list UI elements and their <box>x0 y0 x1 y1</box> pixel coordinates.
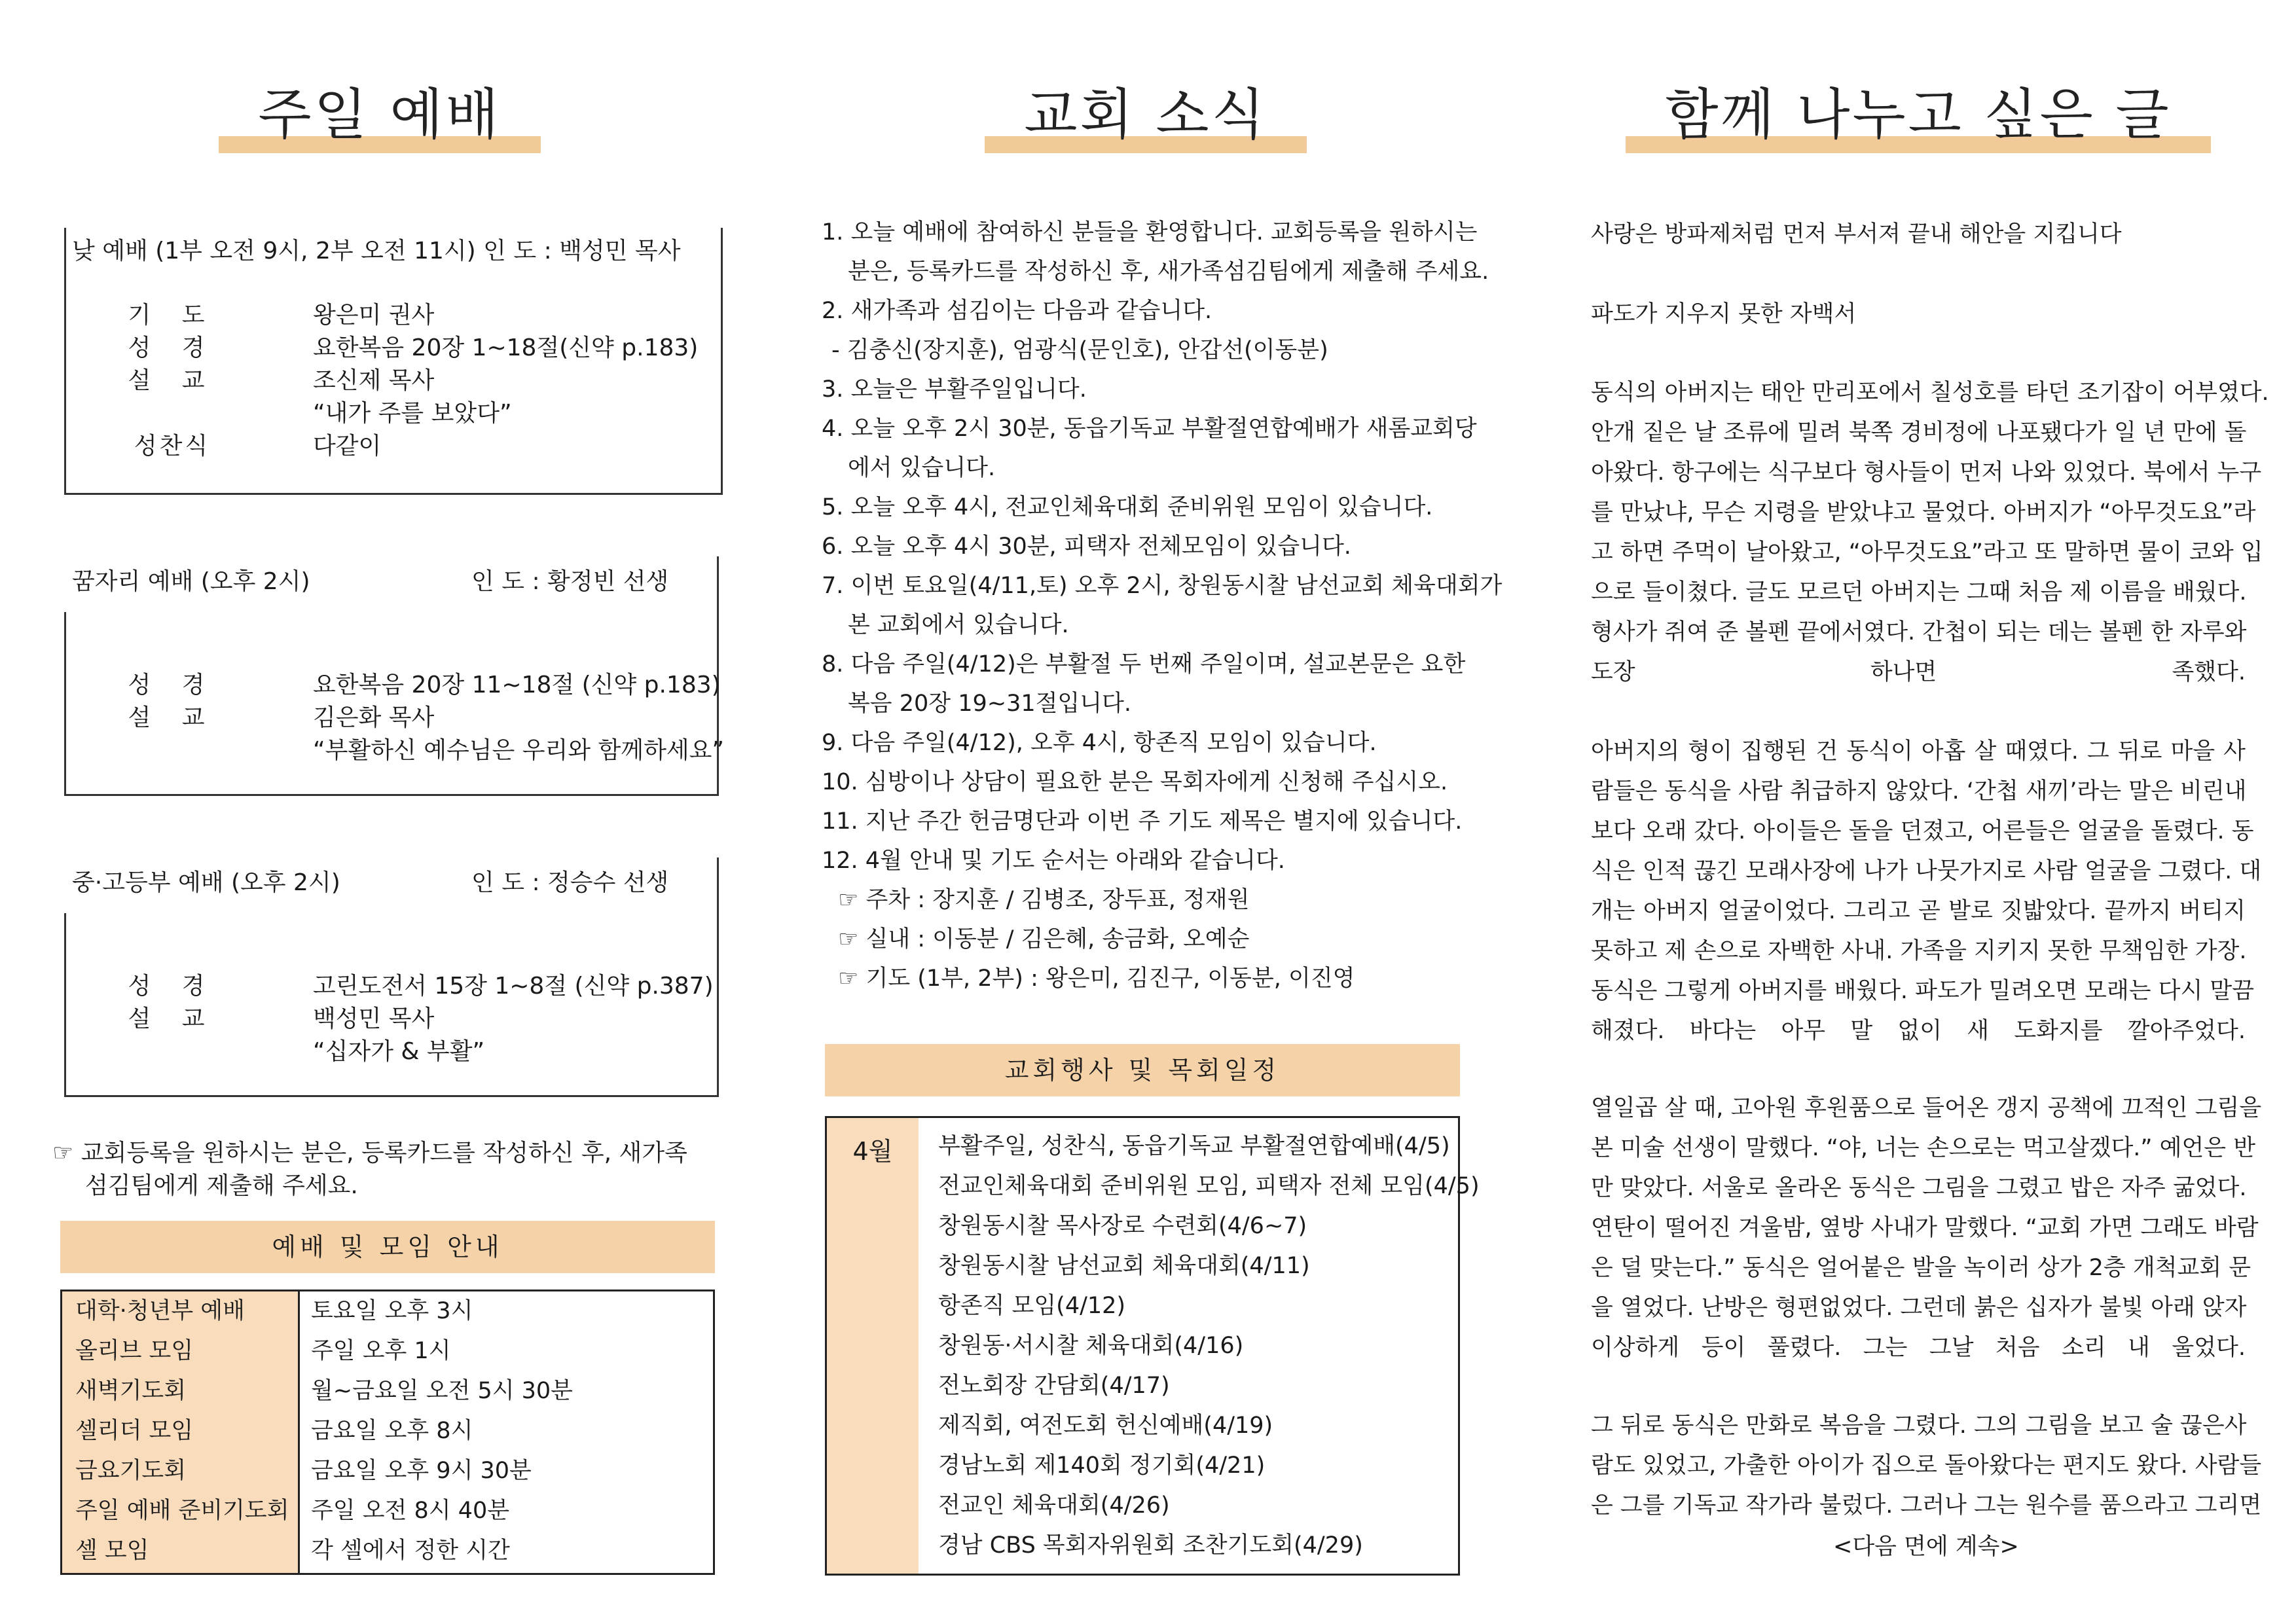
continued-note: <다음 면에 계속> <box>1833 1534 2019 1560</box>
registration-note-line2: 섬김팀에게 제출해 주세요. <box>85 1172 358 1199</box>
news-line: 11. 지난 주간 헌금명단과 이번 주 기도 제목은 별지에 있습니다. <box>822 808 1463 835</box>
essay-line: 열일곱 살 때, 고아원 후원품으로 들어온 갱지 공책에 끄적인 그림을 <box>1591 1095 2262 1121</box>
service3-leader: 인 도 : 정승수 선생 <box>471 869 669 896</box>
meeting-time: 토요일 오후 3시 <box>311 1298 473 1324</box>
essay-line: 해졌다. 바다는 아무 말 없이 새 도화지를 깔아주었다. <box>1591 1018 2246 1044</box>
service-row <box>117 699 435 732</box>
row-label: 성 경 <box>128 334 217 361</box>
schedule-item: 제직회, 여전도회 헌신예배(4/19) <box>938 1413 1273 1439</box>
news-line: 12. 4월 안내 및 기도 순서는 아래와 같습니다. <box>822 848 1285 874</box>
schedule-item: 부활주일, 성찬식, 동읍기독교 부활절연합예배(4/5) <box>938 1133 1450 1159</box>
schedule-item: 창원동시찰 목사장로 수련회(4/6~7) <box>938 1213 1307 1239</box>
service1-rows <box>64 228 719 493</box>
essay-line: 형사가 쥐여 준 볼펜 끝에서였다. 간첩이 되는 데는 볼펜 한 자루와 <box>1591 619 2247 645</box>
news-line: 1. 오늘 예배에 참여하신 분들을 환영합니다. 교회등록을 원하시는 <box>822 219 1478 245</box>
schedule-item: 항존직 모임(4/12) <box>938 1293 1126 1319</box>
schedule-item: 경남노회 제140회 정기회(4/21) <box>938 1453 1266 1479</box>
meeting-name: 셀 모임 <box>75 1538 149 1564</box>
row-label: 설 교 <box>128 704 217 731</box>
essay-line: 보다 오래 갔다. 아이들은 돌을 던졌고, 어른들은 얼굴을 돌렸다. 동 <box>1591 818 2254 844</box>
service-row <box>117 967 714 1001</box>
row-label: 기 도 <box>128 302 217 329</box>
news-line: 에서 있습니다. <box>848 455 996 481</box>
service-row <box>117 329 699 363</box>
section-heading <box>1626 79 2210 151</box>
row-label: 설 교 <box>128 367 217 394</box>
essay-line: 동식은 그렇게 아버지를 배웠다. 파도가 밀려오면 모래는 다시 말끔 <box>1591 978 2255 1004</box>
essay-line: 람도 있었고, 가출한 아이가 집으로 돌아왔다는 편지도 왔다. 사람들 <box>1591 1453 2262 1479</box>
row-value: 왕은미 권사 <box>313 302 435 329</box>
schedule-table <box>825 1116 1480 1576</box>
service-row <box>117 1033 485 1065</box>
news-line: 4. 오늘 오후 2시 30분, 동읍기독교 부활절연합예배가 새롬교회당 <box>822 416 1477 442</box>
news-line: 9. 다음 주일(4/12), 오후 4시, 항존직 모임이 있습니다. <box>822 730 1377 756</box>
news-line: 2. 새가족과 섬김이는 다음과 같습니다. <box>822 298 1212 324</box>
heading-text: 교회 소식 <box>1024 82 1267 147</box>
meeting-time: 주일 오전 8시 40분 <box>311 1498 510 1524</box>
schedule-title: 교회행사 및 목회일정 <box>1004 1056 1281 1085</box>
meeting-name: 새벽기도회 <box>75 1378 187 1404</box>
schedule-month-cell <box>827 1118 919 1574</box>
heading-wrap <box>1584 79 2252 151</box>
heading-wrap <box>812 79 1480 151</box>
row-value: 조신제 목사 <box>313 367 435 394</box>
heading-wrap <box>52 79 707 151</box>
essay-line: 개는 아버지 얼굴이었다. 그리고 곧 발로 짓밟았다. 끝까지 버티지 <box>1591 898 2246 924</box>
section-heading <box>219 79 540 151</box>
table-row <box>62 1371 713 1411</box>
meeting-time: 금요일 오후 9시 30분 <box>311 1458 532 1484</box>
meeting-time: 각 셀에서 정한 시간 <box>311 1538 510 1564</box>
column-church-news <box>812 0 1503 1624</box>
table-row <box>62 1531 713 1571</box>
essay-line: 본 미술 선생이 말했다. “야, 너는 손으로는 먹고살겠다.” 예언은 반 <box>1591 1135 2256 1161</box>
essay-subtitle: 파도가 지우지 못한 자백서 <box>1591 301 1857 327</box>
service-row <box>117 427 382 461</box>
registration-note-line1: ☞ 교회등록을 원하시는 분은, 등록카드를 작성하신 후, 새가족 <box>52 1140 687 1166</box>
news-line: - 김충신(장지훈), 엄광식(문인호), 안갑선(이동분) <box>831 337 1328 363</box>
box-line <box>64 612 66 795</box>
news-line: 7. 이번 토요일(4/11,토) 오후 2시, 창원동시찰 남선교회 체육대회가 <box>822 573 1503 599</box>
schedule-title-band <box>825 1044 1460 1096</box>
schedule-item: 경남 CBS 목회자위원회 조찬기도회(4/29) <box>938 1532 1363 1559</box>
schedule-month: 4월 <box>852 1137 893 1166</box>
row-value: 요한복음 20장 11~18절 (신약 p.183) <box>313 672 721 698</box>
service-row <box>117 395 512 427</box>
meeting-name: 금요기도회 <box>75 1458 187 1484</box>
news-line: 6. 오늘 오후 4시 30분, 피택자 전체모임이 있습니다. <box>822 533 1351 560</box>
news-line: 10. 심방이나 상담이 필요한 분은 목회자에게 신청해 주십시오. <box>822 769 1448 795</box>
news-line: 5. 오늘 오후 4시, 전교인체육대회 준비위원 모임이 있습니다. <box>822 494 1433 520</box>
essay-subtitle: 사랑은 방파제처럼 먼저 부서져 끝내 해안을 지킵니다 <box>1591 221 2122 247</box>
news-line: 본 교회에서 있습니다. <box>848 612 1069 638</box>
table-row <box>62 1331 713 1371</box>
meeting-name: 셀리더 모임 <box>75 1418 194 1444</box>
service2-leader: 인 도 : 황정빈 선생 <box>471 568 669 595</box>
essay-line: 를 만났냐, 무슨 지령을 받았냐고 물었다. 아버지가 “아무것도요”라 <box>1591 499 2256 526</box>
essay-line: 람들은 동식을 사람 취급하지 않았다. ‘간첩 새끼’라는 말은 비린내 <box>1591 778 2247 804</box>
guide-title: 예배 및 모임 안내 <box>272 1233 503 1261</box>
table-row <box>62 1451 713 1491</box>
essay-line: 아버지의 형이 집행된 건 동식이 아홉 살 때였다. 그 뒤로 마을 사 <box>1591 738 2246 765</box>
meeting-time: 금요일 오후 8시 <box>311 1418 473 1444</box>
table-row <box>62 1411 713 1451</box>
meeting-time: 주일 오후 1시 <box>311 1338 451 1364</box>
news-line: ☞ 주차 : 장지훈 / 김병조, 장두표, 정재원 <box>838 887 1250 913</box>
essay-line: 고 하면 주먹이 날아왔고, “아무것도요”라고 또 말하면 물이 코와 입 <box>1591 539 2263 566</box>
essay-line: 안개 짙은 날 조류에 밀려 북쪽 경비정에 나포됐다가 일 년 만에 돌 <box>1591 420 2247 446</box>
table-row <box>62 1291 713 1331</box>
essay-line: 이상하게 등이 풀렸다. 그는 그날 처음 소리 내 울었다. <box>1591 1335 2246 1361</box>
row-value: “부활하신 예수님은 우리와 함께하세요” <box>313 737 725 764</box>
heading-text: 주일 예배 <box>258 82 501 147</box>
box-line <box>64 794 719 796</box>
row-label: 성 경 <box>128 973 217 1000</box>
section-heading <box>985 79 1306 151</box>
schedule-item: 창원동시찰 남선교회 체육대회(4/11) <box>938 1253 1310 1279</box>
box-line <box>64 1095 719 1097</box>
row-value: 김은화 목사 <box>313 704 435 731</box>
meeting-time: 월~금요일 오전 5시 30분 <box>311 1378 573 1404</box>
essay-line: 을 열었다. 난방은 형편없었다. 그런데 붉은 십자가 불빛 아래 앉자 <box>1591 1295 2247 1321</box>
box-line <box>64 913 66 1096</box>
essay-line: 동식의 아버지는 태안 만리포에서 칠성호를 타던 조기잡이 어부였다. <box>1591 380 2269 406</box>
service-row <box>117 362 435 395</box>
row-label: 성 경 <box>128 672 217 698</box>
meeting-name: 대학·청년부 예배 <box>75 1298 245 1324</box>
row-value: 고린도전서 15장 1~8절 (신약 p.387) <box>313 973 714 1000</box>
service-row <box>117 1000 435 1034</box>
news-line: 복음 20장 19~31절입니다. <box>848 691 1131 717</box>
guide-title-band <box>60 1221 715 1273</box>
row-label: 성찬식 <box>134 433 211 460</box>
essay-line: 아왔다. 항구에는 식구보다 형사들이 먼저 나와 있었다. 북에서 누구 <box>1591 460 2262 486</box>
essay-line: 은 덜 맞는다.” 동식은 얼어붙은 발을 녹이러 상가 2층 개척교회 문 <box>1591 1255 2251 1281</box>
column-sunday-worship <box>52 0 725 1624</box>
row-value: 요한복음 20장 1~18절(신약 p.183) <box>313 334 699 361</box>
table-row <box>62 1491 713 1531</box>
service1-title: 낮 예배 (1부 오전 9시, 2부 오전 11시) 인 도 : 백성민 목사 <box>72 238 681 264</box>
service3-title: 중·고등부 예배 (오후 2시) <box>72 869 340 896</box>
news-line: 8. 다음 주일(4/12)은 부활절 두 번째 주일이며, 설교본문은 요한 <box>822 651 1466 677</box>
news-line: 3. 오늘은 부활주일입니다. <box>822 376 1087 403</box>
guide-table <box>60 1290 715 1575</box>
essay-line: 그 뒤로 동식은 만화로 복음을 그렸다. 그의 그림을 보고 술 끊은사 <box>1591 1413 2247 1439</box>
schedule-item: 전교인 체육대회(4/26) <box>938 1492 1170 1519</box>
service-row <box>117 732 725 764</box>
schedule-item: 전교인체육대회 준비위원 모임, 피택자 전체 모임(4/5) <box>938 1173 1480 1199</box>
column-shared-writing <box>1584 0 2269 1624</box>
essay-line: 은 그를 기독교 작가라 불렀다. 그러나 그는 원수를 품으라고 그리면 <box>1591 1492 2262 1519</box>
schedule-item: 창원동·서시찰 체육대회(4/16) <box>938 1333 1244 1359</box>
service-row <box>117 297 435 330</box>
essay-line: 식은 인적 끊긴 모래사장에 나가 나뭇가지로 사람 얼굴을 그렸다. 대 <box>1591 858 2262 884</box>
news-line: ☞ 기도 (1부, 2부) : 왕은미, 김진구, 이동분, 이진영 <box>838 965 1355 992</box>
essay-line: 도장 하나면 족했다. <box>1591 659 2246 685</box>
news-line: 분은, 등록카드를 작성하신 후, 새가족섬김팀에게 제출해 주세요. <box>848 259 1489 285</box>
row-value: 백성민 목사 <box>313 1005 435 1032</box>
news-line: ☞ 실내 : 이동분 / 김은혜, 송금화, 오예순 <box>838 926 1250 952</box>
row-label: 설 교 <box>128 1005 217 1032</box>
meeting-name: 올리브 모임 <box>75 1338 194 1364</box>
row-value: “내가 주를 보았다” <box>313 400 512 427</box>
row-value: “십자가 & 부활” <box>313 1038 485 1065</box>
row-value: 다같이 <box>313 433 382 460</box>
service2-title: 꿈자리 예배 (오후 2시) <box>72 568 310 595</box>
essay-line: 으로 들이쳤다. 글도 모르던 아버지는 그때 처음 제 이름을 배웠다. <box>1591 579 2247 605</box>
schedule-item: 전노회장 간담회(4/17) <box>938 1373 1170 1399</box>
essay-line: 연탄이 떨어진 겨울밤, 옆방 사내가 말했다. “교회 가면 그래도 바람 <box>1591 1215 2259 1241</box>
essay-line: 만 맞았다. 서울로 올라온 동식은 그림을 그렸고 밥은 자주 굶었다. <box>1591 1175 2247 1201</box>
service-row <box>117 666 721 700</box>
box-line <box>717 857 719 1097</box>
essay-line: 못하고 제 손으로 자백한 사내. 가족을 지키지 못한 무책임한 가장. <box>1591 938 2247 964</box>
meeting-name: 주일 예배 준비기도회 <box>75 1498 289 1524</box>
heading-text: 함께 나누고 싶은 글 <box>1665 82 2172 147</box>
